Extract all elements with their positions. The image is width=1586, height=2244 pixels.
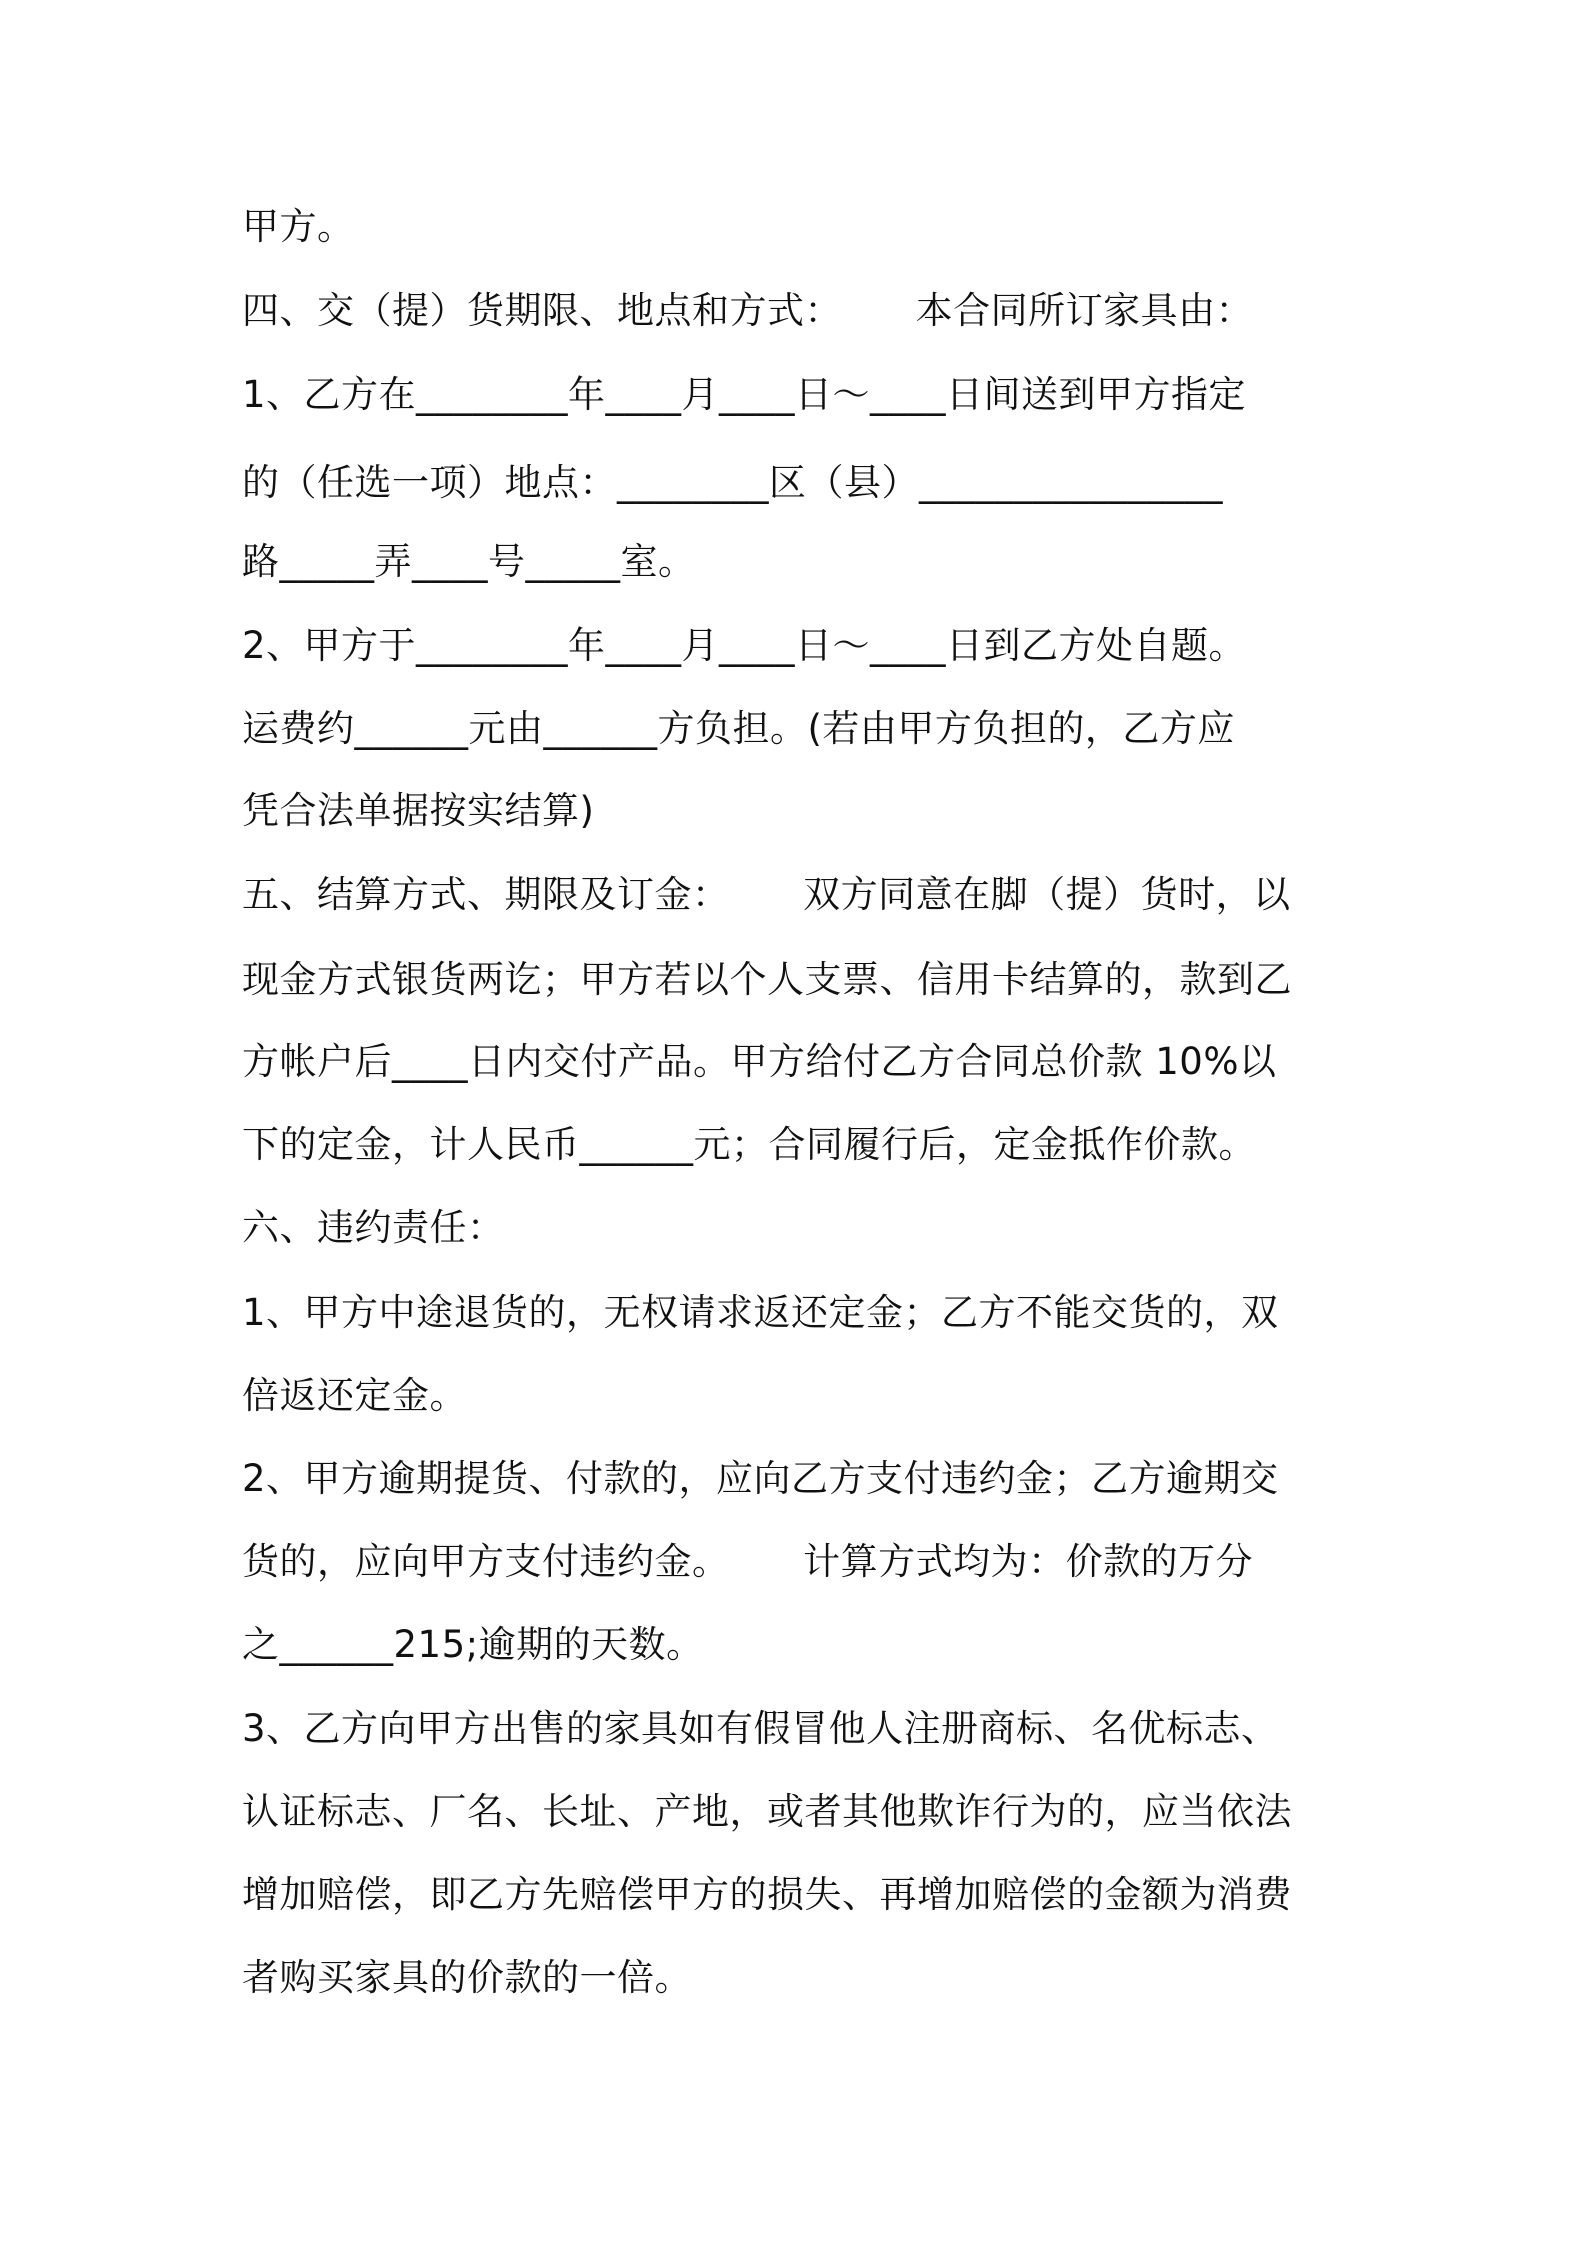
text-line: 货的，应向甲方支付违约金。 计算方式均为：价款的万分	[242, 1540, 1254, 1583]
text-line: 凭合法单据按实结算)	[242, 789, 595, 832]
text-line: 之______215;逾期的天数。	[242, 1623, 704, 1666]
text-line: 2、甲方逾期提货、付款的，应向乙方支付违约金；乙方逾期交	[242, 1457, 1279, 1500]
text-line: 增加赔偿，即乙方先赔偿甲方的损失、再增加赔偿的金额为消费	[242, 1873, 1292, 1916]
section-heading: 四、交（提）货期限、地点和方式： 本合同所订家具由：	[242, 289, 1254, 332]
text-line: 1、乙方在________年____月____日～____日间送到甲方指定	[242, 373, 1247, 416]
text-line: 者购买家具的价款的一倍。	[242, 1956, 692, 1999]
text-line: 1、甲方中途退货的，无权请求返还定金；乙方不能交货的，双	[242, 1291, 1279, 1334]
text-line: 倍返还定金。	[242, 1374, 467, 1417]
text-line: 2、甲方于________年____月____日～____日到乙方处自题。	[242, 624, 1247, 667]
section-heading: 五、结算方式、期限及订金： 双方同意在脚（提）货时，以	[242, 873, 1291, 916]
text-line: 认证标志、厂名、长址、产地，或者其他欺诈行为的，应当依法	[242, 1790, 1292, 1833]
text-line: 方帐户后____日内交付产品。甲方给付乙方合同总价款 10%以	[242, 1040, 1277, 1083]
text-line: 的（任选一项）地点：________区（县）________________	[242, 461, 1223, 504]
text-line: 现金方式银货两讫；甲方若以个人支票、信用卡结算的，款到乙	[242, 958, 1292, 1001]
text-line: 甲方。	[242, 205, 355, 248]
text-line: 3、乙方向甲方出售的家具如有假冒他人注册商标、名优标志、	[242, 1707, 1279, 1750]
section-heading: 六、违约责任：	[242, 1206, 505, 1249]
text-line: 下的定金，计人民币______元；合同履行后，定金抵作价款。	[242, 1123, 1256, 1166]
text-line: 路_____弄____号_____室。	[242, 540, 696, 583]
text-line: 运费约______元由______方负担。(若由甲方负担的，乙方应	[242, 707, 1235, 750]
